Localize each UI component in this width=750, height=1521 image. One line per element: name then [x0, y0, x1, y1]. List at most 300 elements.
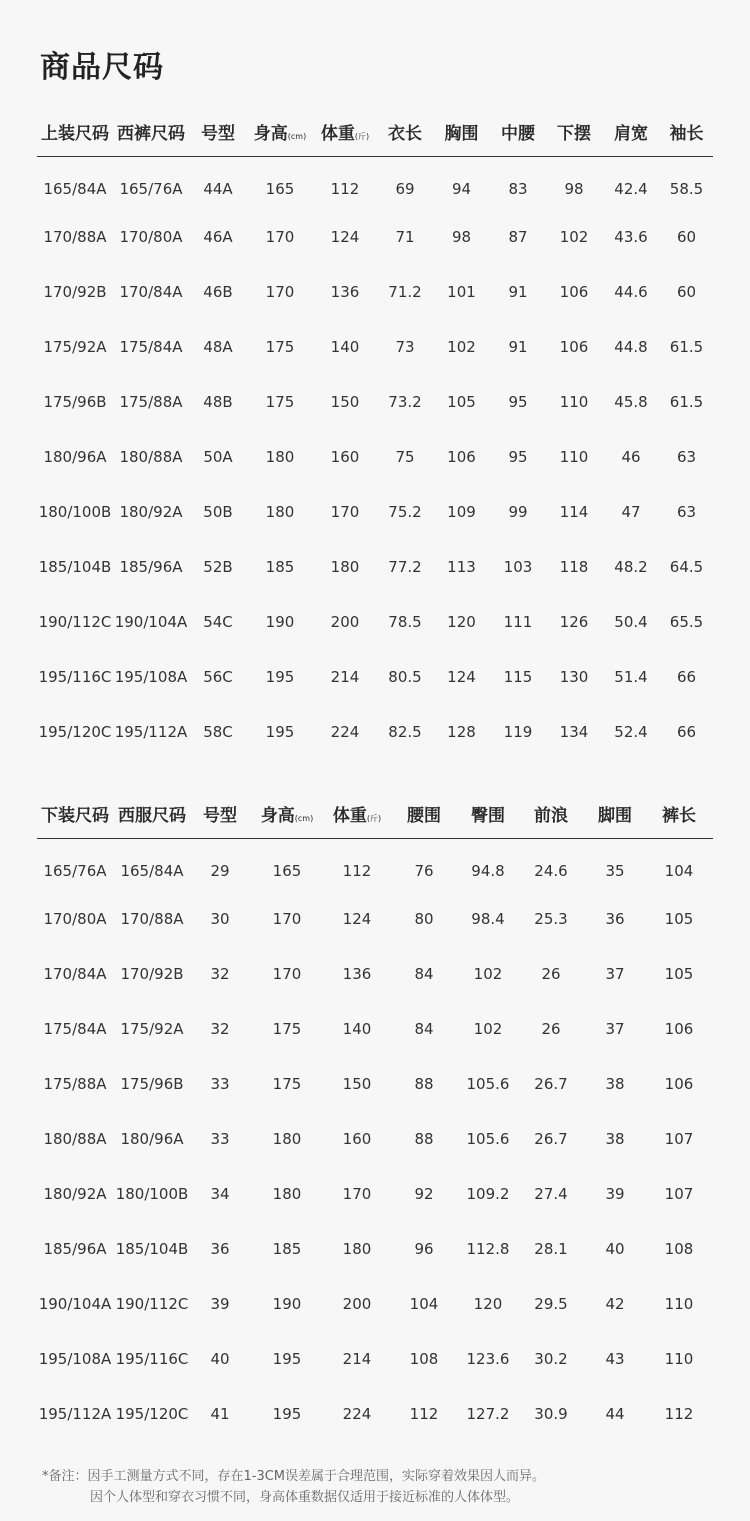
top-table-cell: 101 — [447, 283, 476, 301]
top-table-cell: 175/88A — [119, 393, 183, 411]
top-table-cell: 95 — [508, 448, 528, 466]
bottom-table-cell: 140 — [342, 1020, 372, 1038]
top-table-cell: 63 — [676, 503, 697, 521]
bottom-table-cell: 43 — [605, 1350, 625, 1368]
bottom-header-cell — [459, 801, 517, 826]
top-table-cell: 109 — [447, 503, 476, 521]
bottom-table-cell: 180/92A — [43, 1185, 107, 1203]
top-table-cell: 105 — [447, 393, 476, 411]
bottom-table-cell: 112 — [342, 862, 372, 880]
top-table-cell: 65.5 — [669, 613, 704, 631]
bottom-table-cell: 170/80A — [43, 910, 107, 928]
note-line-2: 因个人体型和穿衣习惯不同，身高体重数据仅适用于接近标准的人体体型。 — [90, 1490, 520, 1505]
bottom-table-cell: 25.3 — [534, 910, 568, 928]
bottom-table-cell: 92 — [414, 1185, 434, 1203]
bottom-table-cell: 185/96A — [43, 1240, 107, 1258]
bottom-table-cell: 39 — [210, 1295, 230, 1313]
bottom-header-cell — [389, 801, 459, 826]
top-table-cell: 180/96A — [43, 448, 107, 466]
top-table-cell: 98 — [451, 228, 472, 246]
bottom-table-cell: 180/100B — [115, 1185, 189, 1203]
top-header-label: 体重 — [320, 123, 355, 144]
bottom-table-cell: 109.2 — [466, 1185, 510, 1203]
top-header-label: 肩宽 — [614, 123, 648, 144]
bottom-table-cell: 160 — [342, 1130, 372, 1148]
bottom-header-label: 脚围 — [598, 805, 632, 826]
top-table-cell: 160 — [330, 448, 360, 466]
top-table-cell: 52B — [203, 558, 233, 576]
bottom-table-cell: 98.4 — [471, 910, 505, 928]
top-header-label: 上装尺码 — [41, 123, 109, 144]
bottom-table-row — [37, 1222, 713, 1277]
top-table-cell: 195/116C — [38, 668, 112, 686]
bottom-table-cell: 170/84A — [43, 965, 107, 983]
top-header-cell — [189, 119, 247, 144]
top-table-cell: 61.5 — [669, 338, 704, 356]
top-table-row — [37, 650, 713, 705]
top-table-cell: 214 — [330, 668, 360, 686]
top-size-table — [37, 106, 713, 757]
bottom-header-cell — [517, 801, 585, 826]
top-table-cell: 102 — [447, 338, 476, 356]
top-table-cell: 71 — [395, 228, 415, 246]
top-table-cell: 185/96A — [119, 558, 183, 576]
bottom-table-cell: 170/88A — [120, 910, 184, 928]
bottom-table-cell: 195 — [272, 1350, 302, 1368]
top-table-cell: 185/104B — [38, 558, 112, 576]
top-table-cell: 130 — [559, 668, 589, 686]
bottom-table-cell: 37 — [605, 1020, 625, 1038]
bottom-table-cell: 106 — [664, 1075, 694, 1093]
top-table-cell: 91 — [508, 338, 528, 356]
top-table-cell: 48B — [203, 393, 233, 411]
bottom-size-table — [37, 788, 713, 1439]
bottom-table-cell: 24.6 — [534, 862, 568, 880]
top-table-cell: 195/108A — [114, 668, 188, 686]
bottom-header-cell — [585, 801, 645, 826]
bottom-table-cell: 180 — [342, 1240, 372, 1258]
top-table-cell: 111 — [503, 613, 533, 631]
top-table-cell: 50A — [203, 448, 233, 466]
top-header-cell — [490, 119, 546, 144]
top-table-cell: 75.2 — [388, 503, 422, 521]
bottom-table-cell: 190/104A — [38, 1295, 112, 1313]
bottom-table-cell: 150 — [342, 1075, 372, 1093]
top-table-cell: 78.5 — [388, 613, 422, 631]
top-table-cell: 170 — [265, 228, 295, 246]
bottom-table-cell: 42 — [605, 1295, 625, 1313]
top-table-row — [37, 430, 713, 485]
bottom-table-cell: 195/116C — [115, 1350, 189, 1368]
top-table-cell: 91 — [508, 283, 528, 301]
top-table-cell: 103 — [503, 558, 533, 576]
top-header-label: 西裤尺码 — [117, 123, 185, 144]
top-header-cell — [247, 119, 313, 144]
bottom-table-cell: 112 — [664, 1405, 694, 1423]
bottom-header-label: 西服尺码 — [118, 805, 186, 826]
top-table-cell: 56C — [203, 668, 233, 686]
bottom-table-cell: 124 — [342, 910, 372, 928]
top-table-cell: 58C — [203, 723, 233, 741]
bottom-table-cell: 190/112C — [115, 1295, 189, 1313]
bottom-table-cell: 107 — [664, 1185, 694, 1203]
bottom-table-cell: 105.6 — [466, 1130, 510, 1148]
top-table-cell: 190/112C — [38, 613, 112, 631]
top-table-cell: 165 — [265, 180, 295, 198]
bottom-table-row — [37, 1332, 713, 1387]
bottom-table-cell: 180/88A — [43, 1130, 107, 1148]
bottom-table-cell: 108 — [409, 1350, 439, 1368]
bottom-table-cell: 112.8 — [466, 1240, 510, 1258]
top-table-cell: 175 — [265, 338, 295, 356]
bottom-header-cell — [249, 801, 325, 826]
top-table-cell: 73.2 — [388, 393, 422, 411]
bottom-table-cell: 107 — [664, 1130, 694, 1148]
top-table-cell: 134 — [559, 723, 589, 741]
top-table-cell: 48.2 — [614, 558, 648, 576]
top-header-unit: (斤) — [354, 131, 370, 141]
top-table-cell: 136 — [330, 283, 360, 301]
top-table-cell: 50.4 — [614, 613, 648, 631]
top-table-cell: 170/84A — [119, 283, 183, 301]
bottom-table-cell: 88 — [414, 1130, 434, 1148]
top-table-cell: 44.6 — [614, 283, 648, 301]
bottom-table-cell: 110 — [664, 1295, 694, 1313]
top-table-cell: 195 — [265, 723, 295, 741]
bottom-table-cell: 39 — [605, 1185, 625, 1203]
bottom-table-cell: 29 — [210, 862, 230, 880]
page-title: 商品尺码 — [40, 50, 164, 85]
bottom-table-cell: 84 — [414, 965, 434, 983]
top-table-cell: 83 — [508, 180, 528, 198]
bottom-header-cell — [325, 801, 389, 826]
top-header-cell — [660, 119, 713, 144]
top-table-cell: 42.4 — [614, 180, 648, 198]
bottom-table-cell: 76 — [414, 862, 434, 880]
bottom-header-label: 臀围 — [471, 805, 505, 826]
top-table-cell: 170/88A — [43, 228, 107, 246]
top-table-row — [37, 540, 713, 595]
top-table-cell: 175/96B — [43, 393, 107, 411]
top-table-cell: 195 — [265, 668, 295, 686]
top-table-cell: 47 — [621, 503, 641, 521]
top-table-cell: 128 — [447, 723, 476, 741]
top-table-cell: 124 — [330, 228, 360, 246]
top-header-cell — [377, 119, 433, 144]
top-table-row — [37, 213, 713, 265]
bottom-header-cell — [37, 801, 113, 826]
bottom-table-cell: 106 — [664, 1020, 694, 1038]
bottom-table-cell: 104 — [409, 1295, 439, 1313]
top-table-cell: 69 — [395, 180, 415, 198]
top-table-cell: 98 — [564, 180, 584, 198]
bottom-table-cell: 26.7 — [534, 1130, 568, 1148]
bottom-table-cell: 180 — [272, 1130, 302, 1148]
top-header-label: 号型 — [201, 123, 235, 144]
bottom-table-cell: 105 — [664, 965, 694, 983]
top-table-cell: 60 — [676, 228, 697, 246]
top-table-cell: 75 — [395, 448, 415, 466]
bottom-table-row — [37, 839, 713, 895]
top-table-cell: 150 — [330, 393, 360, 411]
bottom-table-row — [37, 1387, 713, 1440]
bottom-table-cell: 80 — [414, 910, 434, 928]
top-table-cell: 110 — [559, 448, 589, 466]
top-header-cell — [113, 119, 189, 144]
bottom-header-label: 体重 — [332, 805, 367, 826]
bottom-table-cell: 123.6 — [466, 1350, 510, 1368]
top-table-cell: 46B — [203, 283, 233, 301]
bottom-table-cell: 180 — [272, 1185, 302, 1203]
bottom-table-cell: 26 — [541, 1020, 561, 1038]
top-table-cell: 175/84A — [119, 338, 183, 356]
top-table-cell: 44.8 — [614, 338, 648, 356]
top-header-label: 胸围 — [444, 123, 479, 144]
bottom-table-cell: 32 — [210, 1020, 230, 1038]
bottom-table-cell: 102 — [473, 965, 503, 983]
top-table-cell: 224 — [330, 723, 360, 741]
top-table-cell: 180/88A — [119, 448, 183, 466]
top-table-cell: 140 — [330, 338, 360, 356]
bottom-table-cell: 38 — [605, 1130, 625, 1148]
top-header-unit: (cm) — [287, 131, 307, 141]
top-table-cell: 170 — [265, 283, 295, 301]
bottom-table-cell: 33 — [210, 1075, 230, 1093]
top-table-cell: 45.8 — [614, 393, 648, 411]
bottom-table-row — [37, 895, 713, 947]
top-header-cell — [37, 119, 113, 144]
top-table-cell: 46A — [203, 228, 233, 246]
bottom-header-unit: (cm) — [294, 813, 314, 823]
top-header-label: 衣长 — [388, 123, 422, 144]
bottom-header-label: 腰围 — [407, 805, 441, 826]
top-table-cell: 50B — [203, 503, 233, 521]
top-table-cell: 77.2 — [388, 558, 422, 576]
bottom-table-cell: 185 — [272, 1240, 302, 1258]
top-header-label: 中腰 — [501, 123, 535, 144]
top-table-row — [37, 705, 713, 758]
bottom-header-cell — [191, 801, 249, 826]
bottom-table-cell: 36 — [210, 1240, 230, 1258]
top-table-cell: 43.6 — [614, 228, 648, 246]
bottom-table-row — [37, 1057, 713, 1112]
bottom-table-cell: 108 — [664, 1240, 694, 1258]
bottom-table-cell: 41 — [210, 1405, 230, 1423]
top-header-label: 下摆 — [557, 123, 591, 144]
top-table-cell: 54C — [203, 613, 233, 631]
top-table-cell: 95 — [508, 393, 528, 411]
bottom-table-cell: 30 — [210, 910, 230, 928]
bottom-table-row — [37, 1167, 713, 1222]
top-table-cell: 120 — [447, 613, 476, 631]
bottom-table-cell: 170 — [272, 965, 302, 983]
top-table-cell: 66 — [676, 668, 697, 686]
top-table-cell: 106 — [559, 283, 589, 301]
bottom-table-cell: 96 — [414, 1240, 434, 1258]
bottom-table-cell: 44 — [605, 1405, 625, 1423]
top-table-cell: 46 — [621, 448, 641, 466]
bottom-table-cell: 180/96A — [120, 1130, 184, 1148]
top-table-cell: 190/104A — [114, 613, 188, 631]
bottom-table-cell: 224 — [342, 1405, 372, 1423]
top-table-cell: 106 — [559, 338, 589, 356]
bottom-table-cell: 175/96B — [120, 1075, 184, 1093]
top-table-cell: 113 — [447, 558, 476, 576]
top-table-cell: 170/80A — [119, 228, 183, 246]
bottom-table-cell: 195/120C — [115, 1405, 189, 1423]
top-table-cell: 110 — [559, 393, 589, 411]
top-table-cell: 44A — [203, 180, 233, 198]
top-table-cell: 124 — [447, 668, 476, 686]
bottom-table-row — [37, 1112, 713, 1167]
top-table-cell: 64.5 — [669, 558, 704, 576]
top-table-cell: 180 — [265, 503, 295, 521]
top-table-cell: 165/76A — [119, 180, 183, 198]
top-table-cell: 102 — [559, 228, 589, 246]
top-table-cell: 190 — [265, 613, 295, 631]
top-table-cell: 71.2 — [388, 283, 422, 301]
bottom-table-cell: 32 — [210, 965, 230, 983]
bottom-table-cell: 36 — [605, 910, 625, 928]
top-table-cell: 180 — [265, 448, 295, 466]
top-header-label: 身高 — [253, 123, 288, 144]
top-table-cell: 200 — [330, 613, 360, 631]
bottom-header-label: 裤长 — [662, 805, 696, 826]
bottom-table-cell: 40 — [605, 1240, 625, 1258]
bottom-header-label: 号型 — [203, 805, 237, 826]
note-line-1: *备注：因手工测量方式不同，存在1-3CM误差属于合理范围，实际穿着效果因人而异。 — [42, 1469, 546, 1484]
top-table-cell: 180/100B — [38, 503, 112, 521]
bottom-header-row — [37, 788, 713, 839]
top-table-cell: 170 — [330, 503, 360, 521]
top-table-cell: 118 — [559, 558, 589, 576]
bottom-table-cell: 27.4 — [534, 1185, 568, 1203]
top-header-cell — [546, 119, 602, 144]
top-table-cell: 185 — [265, 558, 295, 576]
top-table-cell: 82.5 — [388, 723, 422, 741]
bottom-table-cell: 33 — [210, 1130, 230, 1148]
top-table-row — [37, 595, 713, 650]
bottom-table-row — [37, 947, 713, 1002]
bottom-table-cell: 104 — [664, 862, 694, 880]
bottom-table-cell: 165/76A — [43, 862, 107, 880]
bottom-table-cell: 28.1 — [534, 1240, 568, 1258]
top-header-cell — [433, 119, 490, 144]
top-table-cell: 58.5 — [669, 180, 704, 198]
bottom-table-cell: 175/84A — [43, 1020, 107, 1038]
bottom-table-cell: 136 — [342, 965, 372, 983]
bottom-table-cell: 190 — [272, 1295, 302, 1313]
top-table-cell: 106 — [447, 448, 476, 466]
bottom-table-cell: 195/108A — [38, 1350, 112, 1368]
top-header-cell — [313, 119, 377, 144]
bottom-header-label: 身高 — [260, 805, 295, 826]
bottom-table-cell: 40 — [210, 1350, 230, 1368]
bottom-table-cell: 175 — [272, 1075, 302, 1093]
bottom-table-cell: 112 — [409, 1405, 439, 1423]
top-table-cell: 195/112A — [114, 723, 188, 741]
top-table-cell: 115 — [503, 668, 533, 686]
bottom-table-cell: 170/92B — [120, 965, 184, 983]
bottom-table-cell: 26.7 — [534, 1075, 568, 1093]
top-table-row — [37, 375, 713, 430]
bottom-table-cell: 127.2 — [466, 1405, 510, 1423]
top-table-cell: 48A — [203, 338, 233, 356]
top-table-cell: 126 — [559, 613, 589, 631]
bottom-table-cell: 195/112A — [38, 1405, 112, 1423]
bottom-table-cell: 214 — [342, 1350, 372, 1368]
bottom-table-row — [37, 1277, 713, 1332]
bottom-table-cell: 34 — [210, 1185, 230, 1203]
top-table-cell: 114 — [559, 503, 589, 521]
top-table-cell: 73 — [395, 338, 415, 356]
bottom-header-label: 下装尺码 — [41, 805, 109, 826]
bottom-table-cell: 35 — [605, 862, 625, 880]
top-table-cell: 61.5 — [669, 393, 704, 411]
top-table-cell: 175/92A — [43, 338, 107, 356]
bottom-header-cell — [113, 801, 191, 826]
bottom-table-cell: 102 — [473, 1020, 503, 1038]
bottom-table-cell: 170 — [272, 910, 302, 928]
bottom-table-cell: 175/92A — [120, 1020, 184, 1038]
bottom-table-cell: 165 — [272, 862, 302, 880]
top-table-cell: 165/84A — [43, 180, 107, 198]
top-table-cell: 170/92B — [43, 283, 107, 301]
top-table-cell: 195/120C — [38, 723, 112, 741]
top-table-cell: 99 — [508, 503, 528, 521]
top-table-cell: 175 — [265, 393, 295, 411]
bottom-table-cell: 29.5 — [534, 1295, 568, 1313]
top-table-cell: 66 — [676, 723, 697, 741]
bottom-table-cell: 195 — [272, 1405, 302, 1423]
bottom-table-cell: 120 — [473, 1295, 503, 1313]
top-table-cell: 180 — [330, 558, 360, 576]
bottom-table-cell: 38 — [605, 1075, 625, 1093]
top-table-row — [37, 485, 713, 540]
bottom-table-cell: 175/88A — [43, 1075, 107, 1093]
top-table-cell: 51.4 — [614, 668, 648, 686]
top-table-cell: 63 — [676, 448, 697, 466]
notes — [42, 1466, 545, 1508]
bottom-table-cell: 185/104B — [115, 1240, 189, 1258]
bottom-table-cell: 200 — [342, 1295, 372, 1313]
top-table-cell: 87 — [508, 228, 528, 246]
bottom-table-cell: 105 — [664, 910, 694, 928]
bottom-table-cell: 37 — [605, 965, 625, 983]
top-table-cell: 112 — [330, 180, 360, 198]
bottom-table-cell: 175 — [272, 1020, 302, 1038]
top-table-row — [37, 157, 713, 213]
bottom-table-cell: 94.8 — [471, 862, 505, 880]
bottom-header-cell — [645, 801, 713, 826]
top-header-row — [37, 106, 713, 157]
bottom-table-cell: 26 — [541, 965, 561, 983]
bottom-table-row — [37, 1002, 713, 1057]
top-table-cell: 94 — [451, 180, 472, 198]
bottom-table-cell: 88 — [414, 1075, 434, 1093]
top-header-label: 袖长 — [669, 123, 704, 144]
top-table-cell: 60 — [676, 283, 697, 301]
bottom-table-cell: 105.6 — [466, 1075, 510, 1093]
bottom-header-unit: (斤) — [366, 813, 382, 823]
top-table-cell: 180/92A — [119, 503, 183, 521]
top-table-cell: 80.5 — [388, 668, 422, 686]
top-table-cell: 52.4 — [614, 723, 648, 741]
bottom-table-cell: 170 — [342, 1185, 372, 1203]
bottom-table-cell: 165/84A — [120, 862, 184, 880]
top-table-cell: 119 — [503, 723, 533, 741]
bottom-header-label: 前浪 — [534, 805, 568, 826]
